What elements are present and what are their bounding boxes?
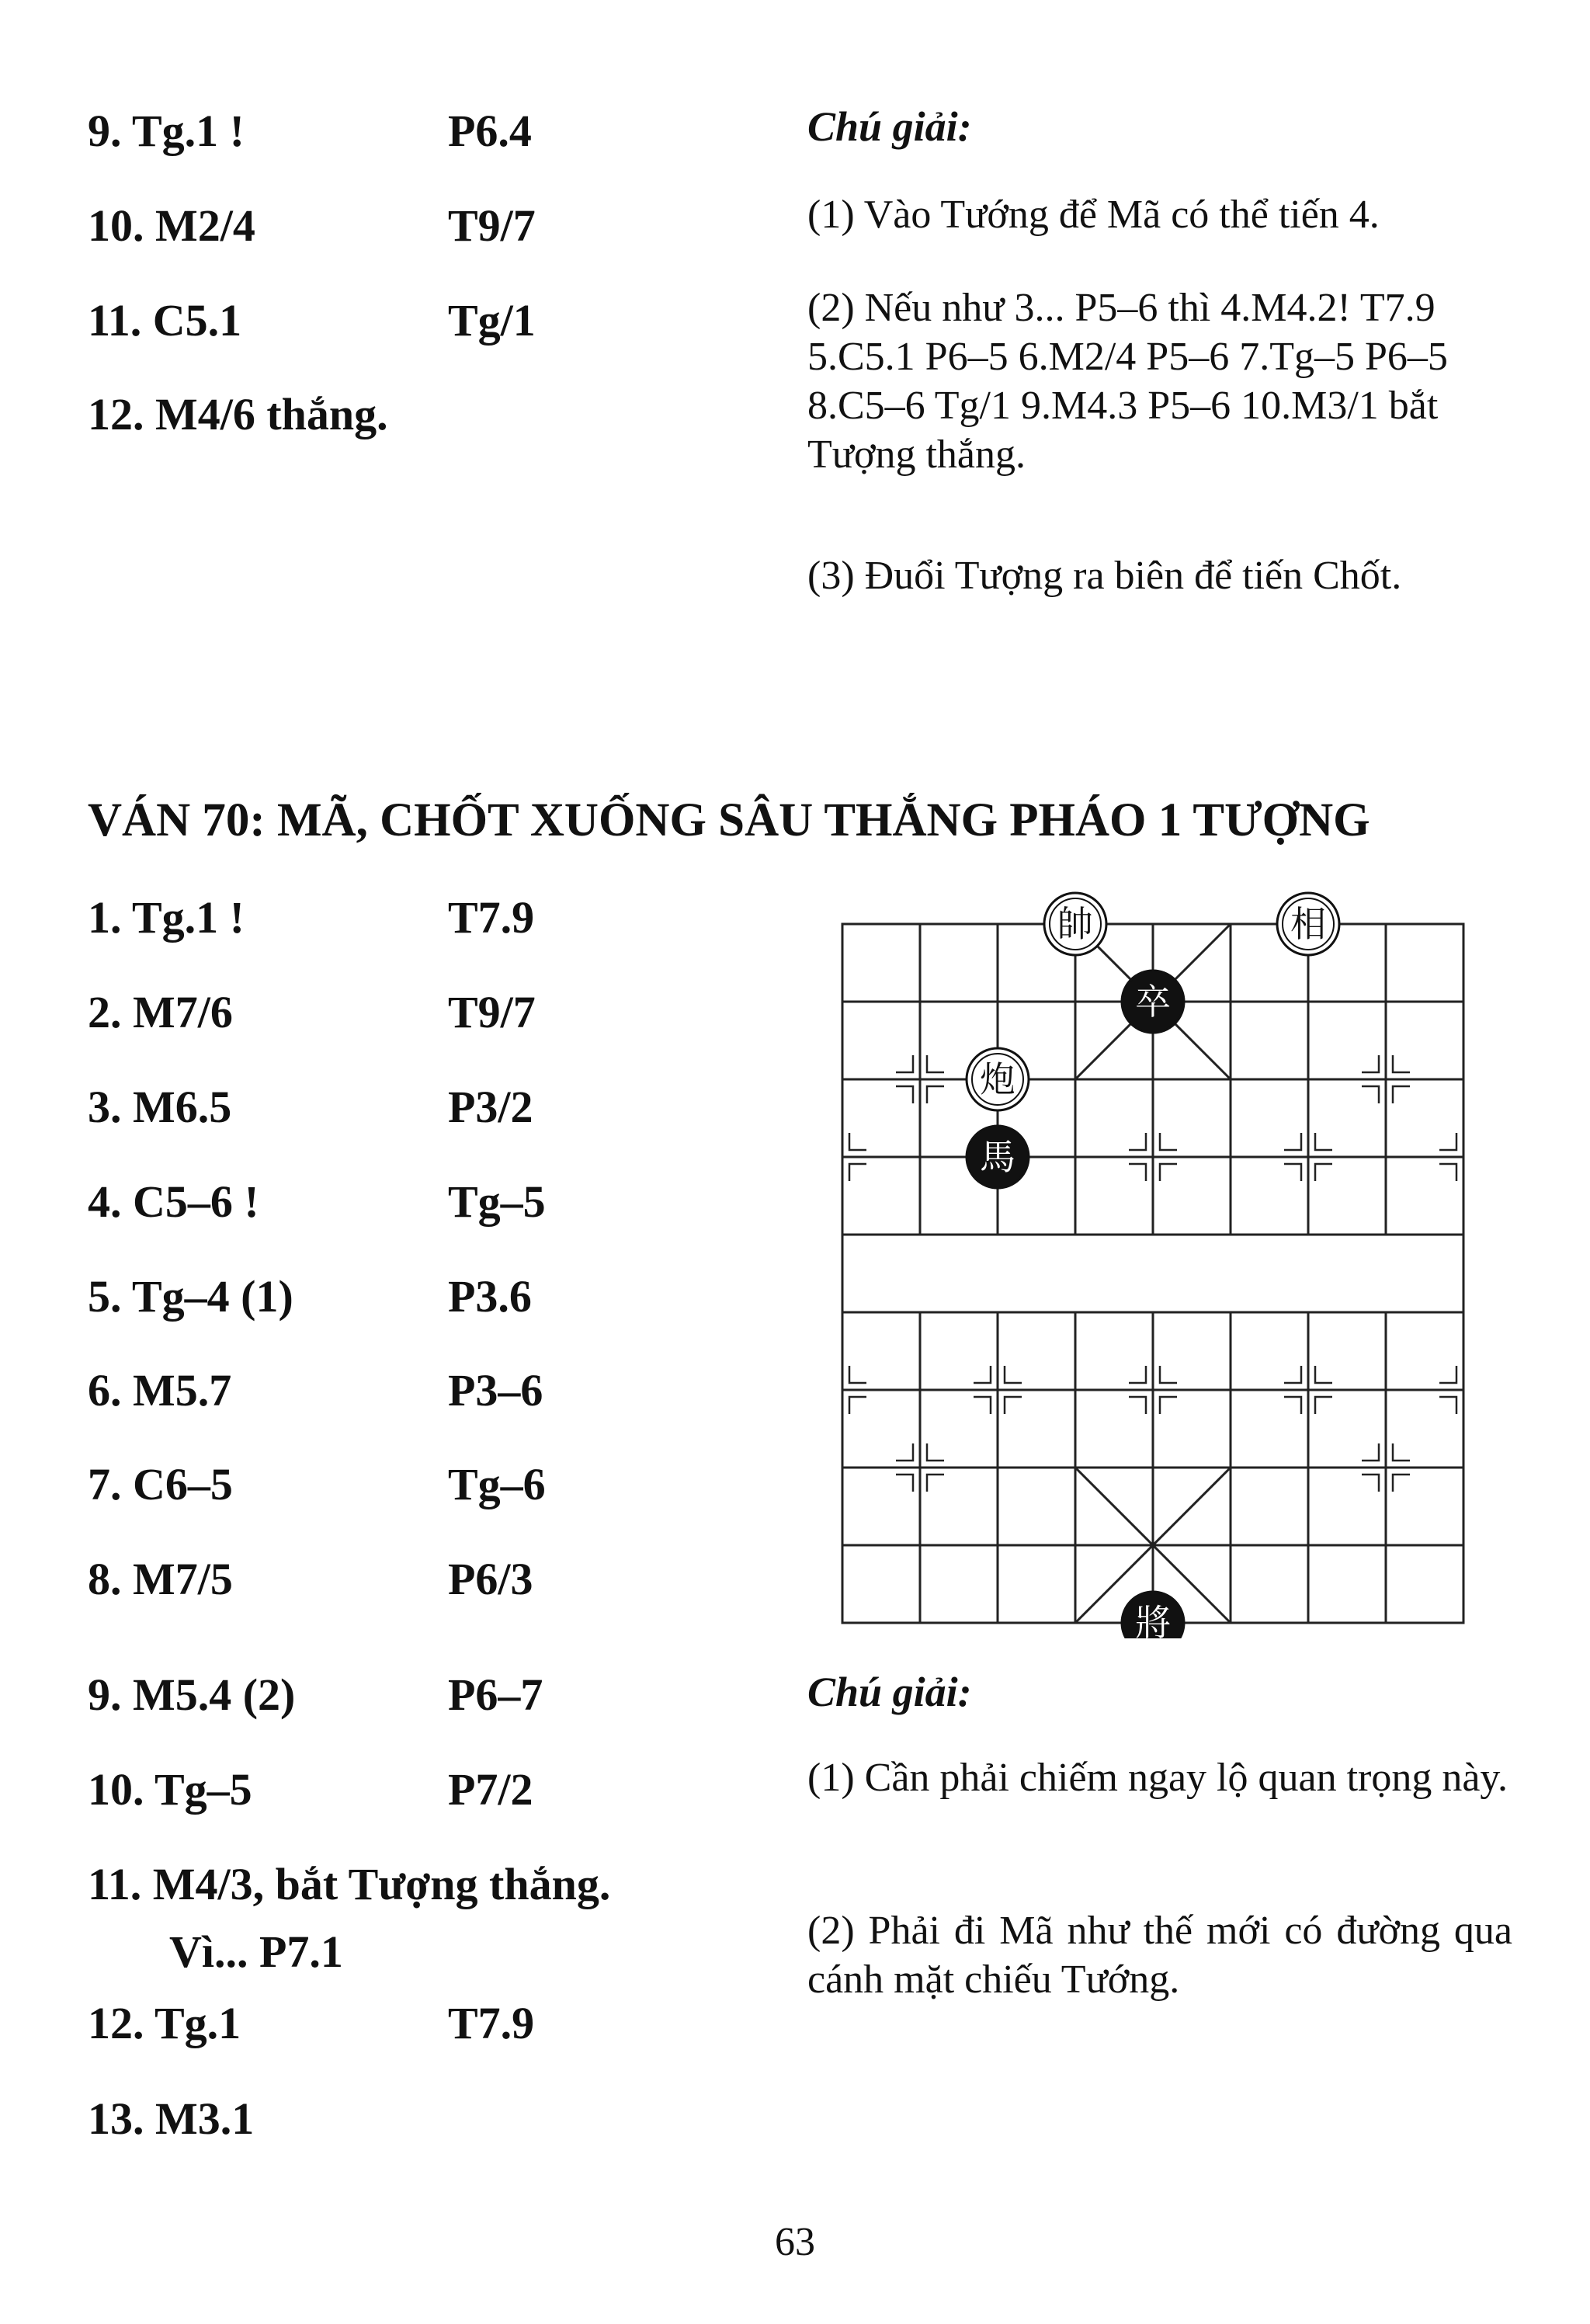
position-mark — [1439, 1164, 1456, 1181]
position-mark — [896, 1475, 913, 1492]
move-11-red: 11. M4/3, bắt Tượng thắng. — [88, 1859, 611, 1909]
position-mark — [849, 1397, 866, 1414]
red-cannon-piece — [967, 1048, 1029, 1110]
position-mark — [927, 1443, 944, 1461]
position-mark — [927, 1086, 944, 1103]
move-8-red: 8. M7/5 — [88, 1554, 233, 1604]
notes-title: Chú giải: — [807, 1669, 972, 1715]
move-11-black: Tg/1 — [448, 295, 536, 346]
piece-label: 相 — [1290, 903, 1326, 945]
position-mark — [1129, 1366, 1146, 1383]
piece-label: 炮 — [980, 1058, 1015, 1100]
black-general-piece — [1122, 1592, 1184, 1638]
move-8-black: P6/3 — [448, 1554, 533, 1604]
position-mark — [1129, 1397, 1146, 1414]
position-mark — [1362, 1086, 1379, 1103]
position-mark — [1284, 1164, 1301, 1181]
piece-label: 帥 — [1057, 903, 1093, 945]
move-3-black: P3/2 — [448, 1082, 533, 1132]
position-mark — [974, 1397, 991, 1414]
move-2-black: T9/7 — [448, 987, 536, 1037]
page-number: 63 — [775, 2220, 815, 2264]
section-heading: VÁN 70: MÃ, CHỐT XUỐNG SÂU THẮNG PHÁO 1 TƯỢNG — [88, 794, 1370, 846]
move-12-black: T7.9 — [448, 1998, 535, 2048]
move-13-red: 13. M3.1 — [88, 2093, 255, 2144]
position-mark — [1362, 1055, 1379, 1072]
position-mark — [896, 1086, 913, 1103]
position-mark — [1129, 1164, 1146, 1181]
position-mark — [1005, 1397, 1022, 1414]
move-1-black: T7.9 — [448, 892, 535, 943]
black-soldier-piece — [1122, 971, 1184, 1033]
move-4-black: Tg–5 — [448, 1176, 546, 1227]
position-mark — [1129, 1133, 1146, 1150]
position-mark — [1160, 1164, 1177, 1181]
move-6-red: 6. M5.7 — [88, 1365, 232, 1416]
position-mark — [1315, 1366, 1332, 1383]
position-mark — [1284, 1133, 1301, 1150]
note-item: (3) Đuổi Tượng ra biên để tiến Chốt. — [807, 554, 1402, 598]
position-mark — [896, 1055, 913, 1072]
position-mark — [1439, 1397, 1456, 1414]
position-mark — [896, 1443, 913, 1461]
move-12-red: 12. M4/6 thắng. — [88, 389, 388, 439]
xiangqi-board — [823, 877, 1491, 1638]
move-1-red: 1. Tg.1 ! — [88, 892, 245, 943]
position-mark — [927, 1055, 944, 1072]
position-mark — [1393, 1475, 1410, 1492]
move-5-black: P3.6 — [448, 1271, 532, 1322]
move-7-red: 7. C6–5 — [88, 1459, 233, 1509]
position-mark — [849, 1133, 866, 1150]
move-7-black: Tg–6 — [448, 1459, 546, 1509]
position-mark — [1284, 1366, 1301, 1383]
note-item: (1) Vào Tướng để Mã có thể tiến 4. — [807, 193, 1380, 237]
move-10-red: 10. M2/4 — [88, 200, 255, 251]
move-9-red: 9. Tg.1 ! — [88, 106, 245, 156]
position-mark — [1315, 1133, 1332, 1150]
position-mark — [1005, 1366, 1022, 1383]
move-2-red: 2. M7/6 — [88, 987, 233, 1037]
position-mark — [1315, 1164, 1332, 1181]
position-mark — [1160, 1397, 1177, 1414]
position-mark — [1160, 1366, 1177, 1383]
move-9-red: 9. M5.4 (2) — [88, 1669, 296, 1720]
piece-label: 卒 — [1135, 981, 1171, 1023]
position-mark — [1362, 1443, 1379, 1461]
note-item: (2) Nếu như 3... P5–6 thì 4.M4.2! T7.9 5.C5.1 P6–5 6.M2/4 P5–6 7.Tg–5 P6–5 8.C5–6 Tg/1 9.M4.3 P5–6 10.M3/1 bắt Tượng thắng. — [807, 286, 1448, 477]
move-5-red: 5. Tg–4 (1) — [88, 1271, 293, 1322]
position-mark — [1439, 1366, 1456, 1383]
note-item: (1) Cần phải chiếm ngay lộ quan trọng này. — [807, 1756, 1508, 1800]
move-11-continuation: Vì... P7.1 — [169, 1926, 343, 1977]
note-item: (2) Phải đi Mã như thế mới có đường qua cánh mặt chiếu Tướng. — [807, 1909, 1512, 2002]
position-mark — [1393, 1086, 1410, 1103]
move-9-black: P6–7 — [448, 1669, 543, 1720]
move-10-black: P7/2 — [448, 1764, 533, 1815]
position-mark — [1315, 1397, 1332, 1414]
position-mark — [974, 1366, 991, 1383]
move-12-red: 12. Tg.1 — [88, 1998, 241, 2048]
position-mark — [1393, 1055, 1410, 1072]
position-mark — [927, 1475, 944, 1492]
move-10-black: T9/7 — [448, 200, 536, 251]
red-elephant-piece — [1277, 893, 1339, 955]
move-6-black: P3–6 — [448, 1365, 543, 1416]
position-mark — [1393, 1443, 1410, 1461]
position-mark — [849, 1164, 866, 1181]
move-11-red: 11. C5.1 — [88, 295, 242, 346]
move-4-red: 4. C5–6 ! — [88, 1176, 259, 1227]
move-3-red: 3. M6.5 — [88, 1082, 232, 1132]
move-10-red: 10. Tg–5 — [88, 1764, 252, 1815]
move-9-black: P6.4 — [448, 106, 532, 156]
position-mark — [1284, 1397, 1301, 1414]
black-horse-piece — [967, 1126, 1029, 1188]
notes-title: Chú giải: — [807, 103, 972, 150]
position-mark — [849, 1366, 866, 1383]
position-mark — [1362, 1475, 1379, 1492]
red-general-piece — [1044, 893, 1106, 955]
piece-label: 將 — [1135, 1602, 1171, 1638]
piece-label: 馬 — [980, 1136, 1015, 1178]
position-mark — [1439, 1133, 1456, 1150]
position-mark — [1160, 1133, 1177, 1150]
